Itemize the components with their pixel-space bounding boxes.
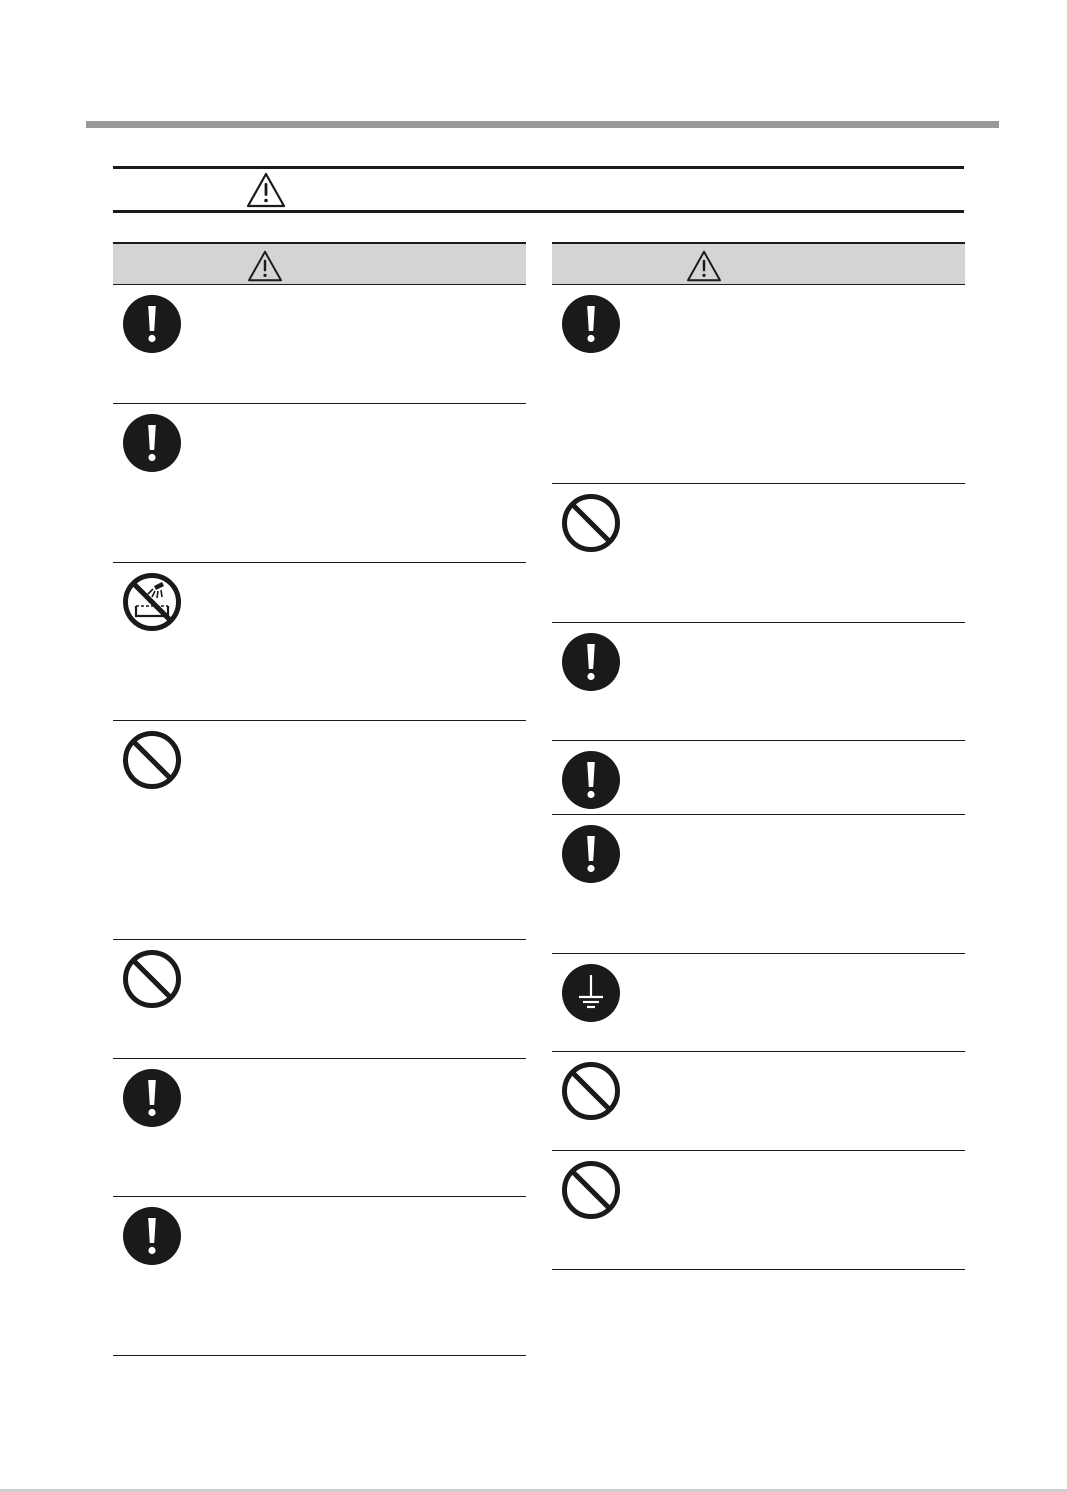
right-column-header [552, 242, 965, 285]
safety-entry [113, 404, 526, 563]
mandatory-exclamation-icon [122, 1206, 182, 1266]
warning-triangle-icon [686, 250, 722, 282]
prohibition-icon [561, 1061, 621, 1121]
prohibition-icon [561, 1160, 621, 1220]
mandatory-exclamation-icon [122, 413, 182, 473]
safety-entry [113, 1197, 526, 1356]
warning-banner [113, 166, 964, 213]
prohibition-icon [561, 493, 621, 553]
mandatory-exclamation-icon [561, 750, 621, 810]
left-column-header [113, 242, 526, 285]
safety-entry [113, 563, 526, 721]
prohibition-icon [122, 949, 182, 1009]
mandatory-exclamation-icon [561, 294, 621, 354]
right-entries [552, 285, 965, 1270]
prohibition-icon [122, 730, 182, 790]
safety-entry [552, 815, 965, 954]
warning-triangle-icon [246, 172, 286, 208]
safety-entry [552, 741, 965, 815]
safety-entry [113, 940, 526, 1059]
safety-entry [113, 285, 526, 404]
safety-entry [552, 285, 965, 484]
safety-entry [552, 1151, 965, 1270]
mandatory-exclamation-icon [122, 1068, 182, 1128]
mandatory-exclamation-icon [561, 632, 621, 692]
safety-entry [113, 1059, 526, 1197]
safety-entry [552, 484, 965, 623]
safety-entry [552, 954, 965, 1052]
no-wet-area-icon [122, 572, 182, 632]
top-rule [86, 121, 999, 128]
mandatory-exclamation-icon [561, 824, 621, 884]
warning-triangle-icon [247, 250, 283, 282]
right-column [552, 242, 965, 1270]
left-entries [113, 285, 526, 1356]
safety-entry [552, 623, 965, 741]
ground-connection-icon [561, 963, 621, 1023]
mandatory-exclamation-icon [122, 294, 182, 354]
safety-entry [552, 1052, 965, 1151]
left-column [113, 242, 526, 1356]
safety-entry [113, 721, 526, 940]
